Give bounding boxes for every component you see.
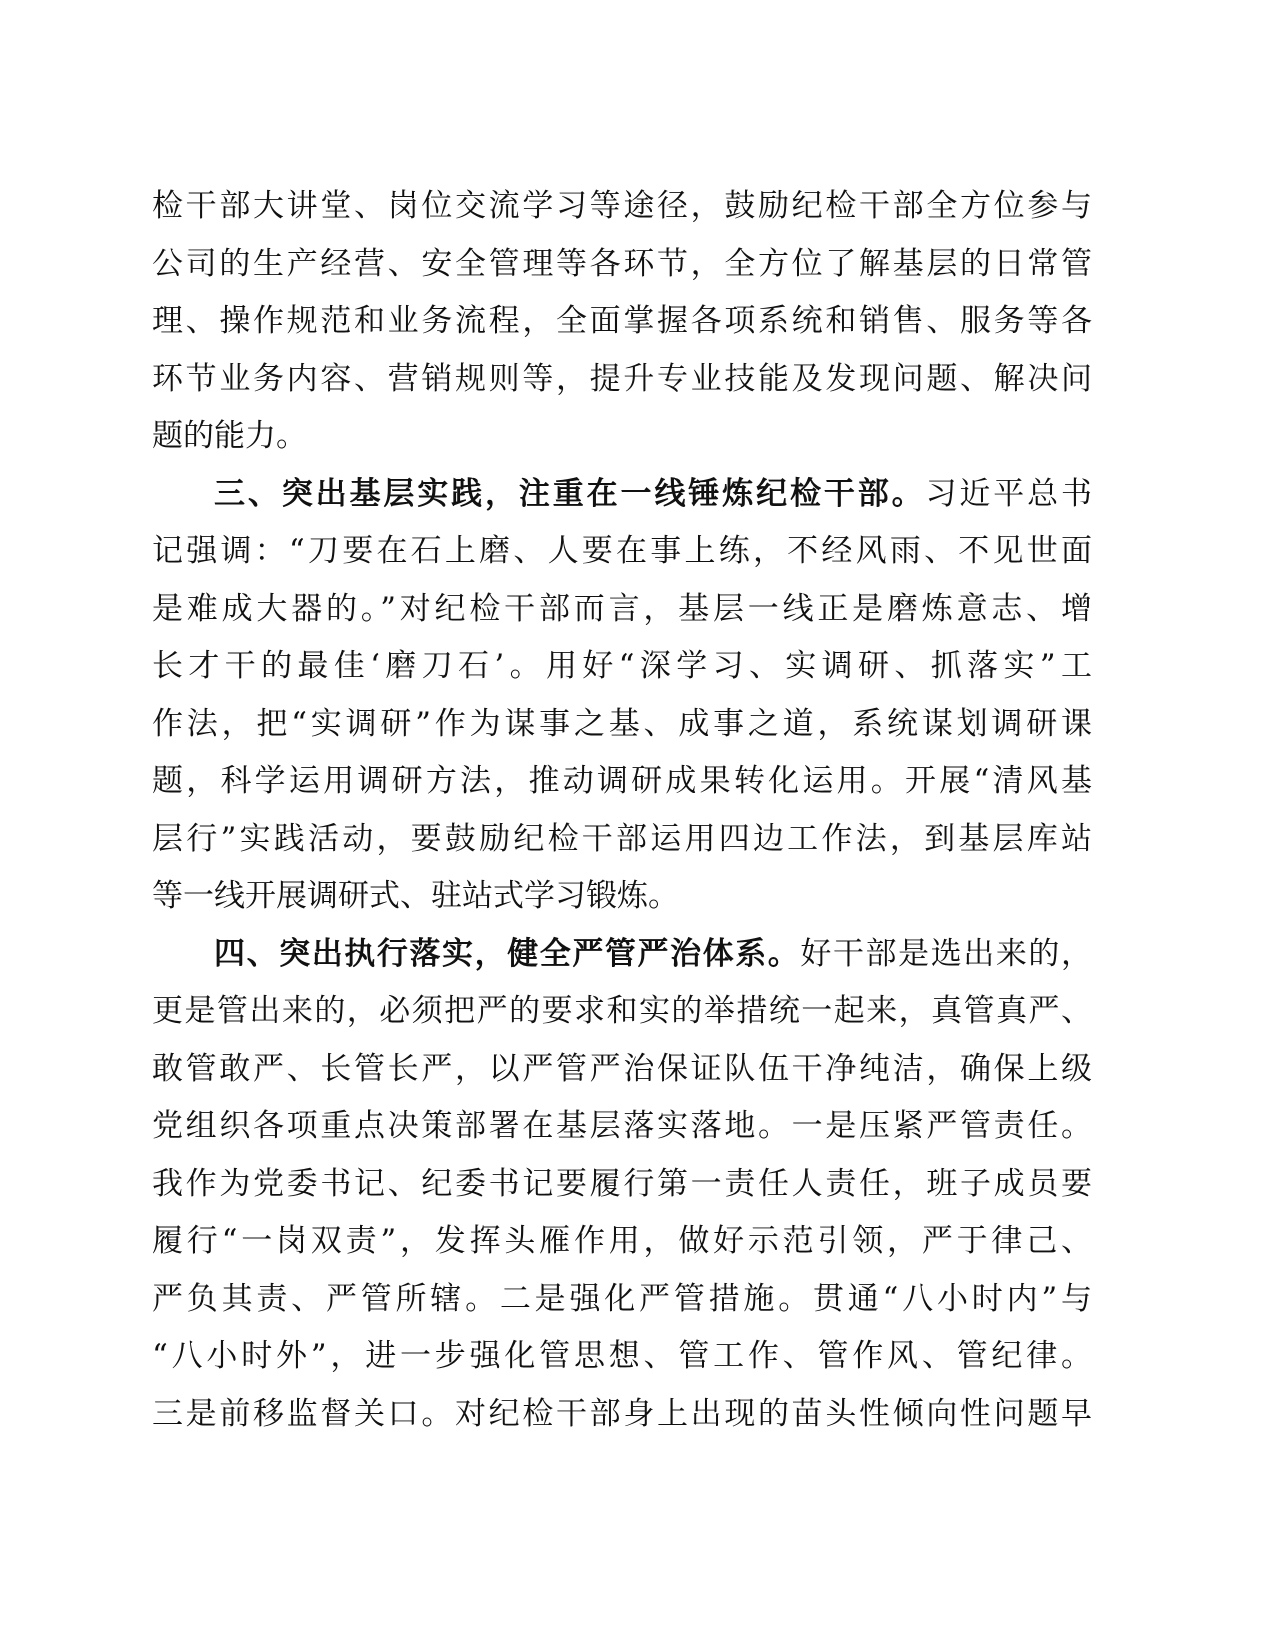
text-line: 三是前移监督关口。对纪检干部身上出现的苗头性倾向性问题早 [152,1395,1092,1432]
section-heading: 四、突出执行落实，健全严管严治体系。 [214,935,801,972]
text-line: 题，科学运用调研方法，推动调研成果转化运用。开展“清风基 [152,763,1092,799]
paragraph-1 [152,178,1092,466]
text-line: 等一线开展调研式、驻站式学习锻炼。 [152,878,679,914]
text-run: 好干部是选出来的， [800,935,1093,972]
text-line: 长才干的最佳‘磨刀石’。用好“深学习、实调研、抓落实”工 [152,648,1092,684]
body-text [152,178,1092,1443]
section-heading: 三、突出基层实践，注重在一线锤炼纪检干部。 [214,475,926,512]
paragraph-2 [152,466,1092,926]
text-line: 敢管敢严、长管长严，以严管严治保证队伍干净纯洁，确保上级 [152,1050,1092,1087]
text-line: 层行”实践活动，要鼓励纪检干部运用四边工作法，到基层库站 [152,820,1092,857]
paragraph-first-line [152,926,1092,984]
text-line: 更是管出来的，必须把严的要求和实的举措统一起来，真管真严、 [152,993,1092,1029]
text-line: 严负其责、严管所辖。二是强化严管措施。贯通“八小时内”与 [152,1280,1092,1317]
text-line: 党组织各项重点决策部署在基层落实落地。一是压紧严管责任。 [152,1108,1092,1144]
text-line: 记强调：“刀要在石上磨、人要在事上练，不经风雨、不见世面 [152,533,1092,569]
text-line: 作法，把“实调研”作为谋事之基、成事之道，系统谋划调研课 [152,705,1092,742]
text-line: 题的能力。 [152,418,307,454]
text-line: 检干部大讲堂、岗位交流学习等途径，鼓励纪检干部全方位参与 [152,188,1092,224]
text-line: 公司的生产经营、安全管理等各环节，全方位了解基层的日常管 [152,245,1092,282]
text-line: 环节业务内容、营销规则等，提升专业技能及发现问题、解决问 [152,360,1092,397]
text-line: “八小时外”，进一步强化管思想、管工作、管作风、管纪律。 [152,1338,1092,1374]
paragraph-3 [152,926,1092,1444]
text-line: 理、操作规范和业务流程，全面掌握各项系统和销售、服务等各 [152,303,1092,339]
text-line: 是难成大器的。”对纪检干部而言，基层一线正是磨炼意志、增 [152,590,1092,627]
text-run: 习近平总书 [925,475,1093,512]
paragraph-first-line [152,466,1092,524]
text-line: 履行“一岗双责”，发挥头雁作用，做好示范引领，严于律己、 [152,1223,1092,1259]
text-line: 我作为党委书记、纪委书记要履行第一责任人责任，班子成员要 [152,1165,1092,1202]
